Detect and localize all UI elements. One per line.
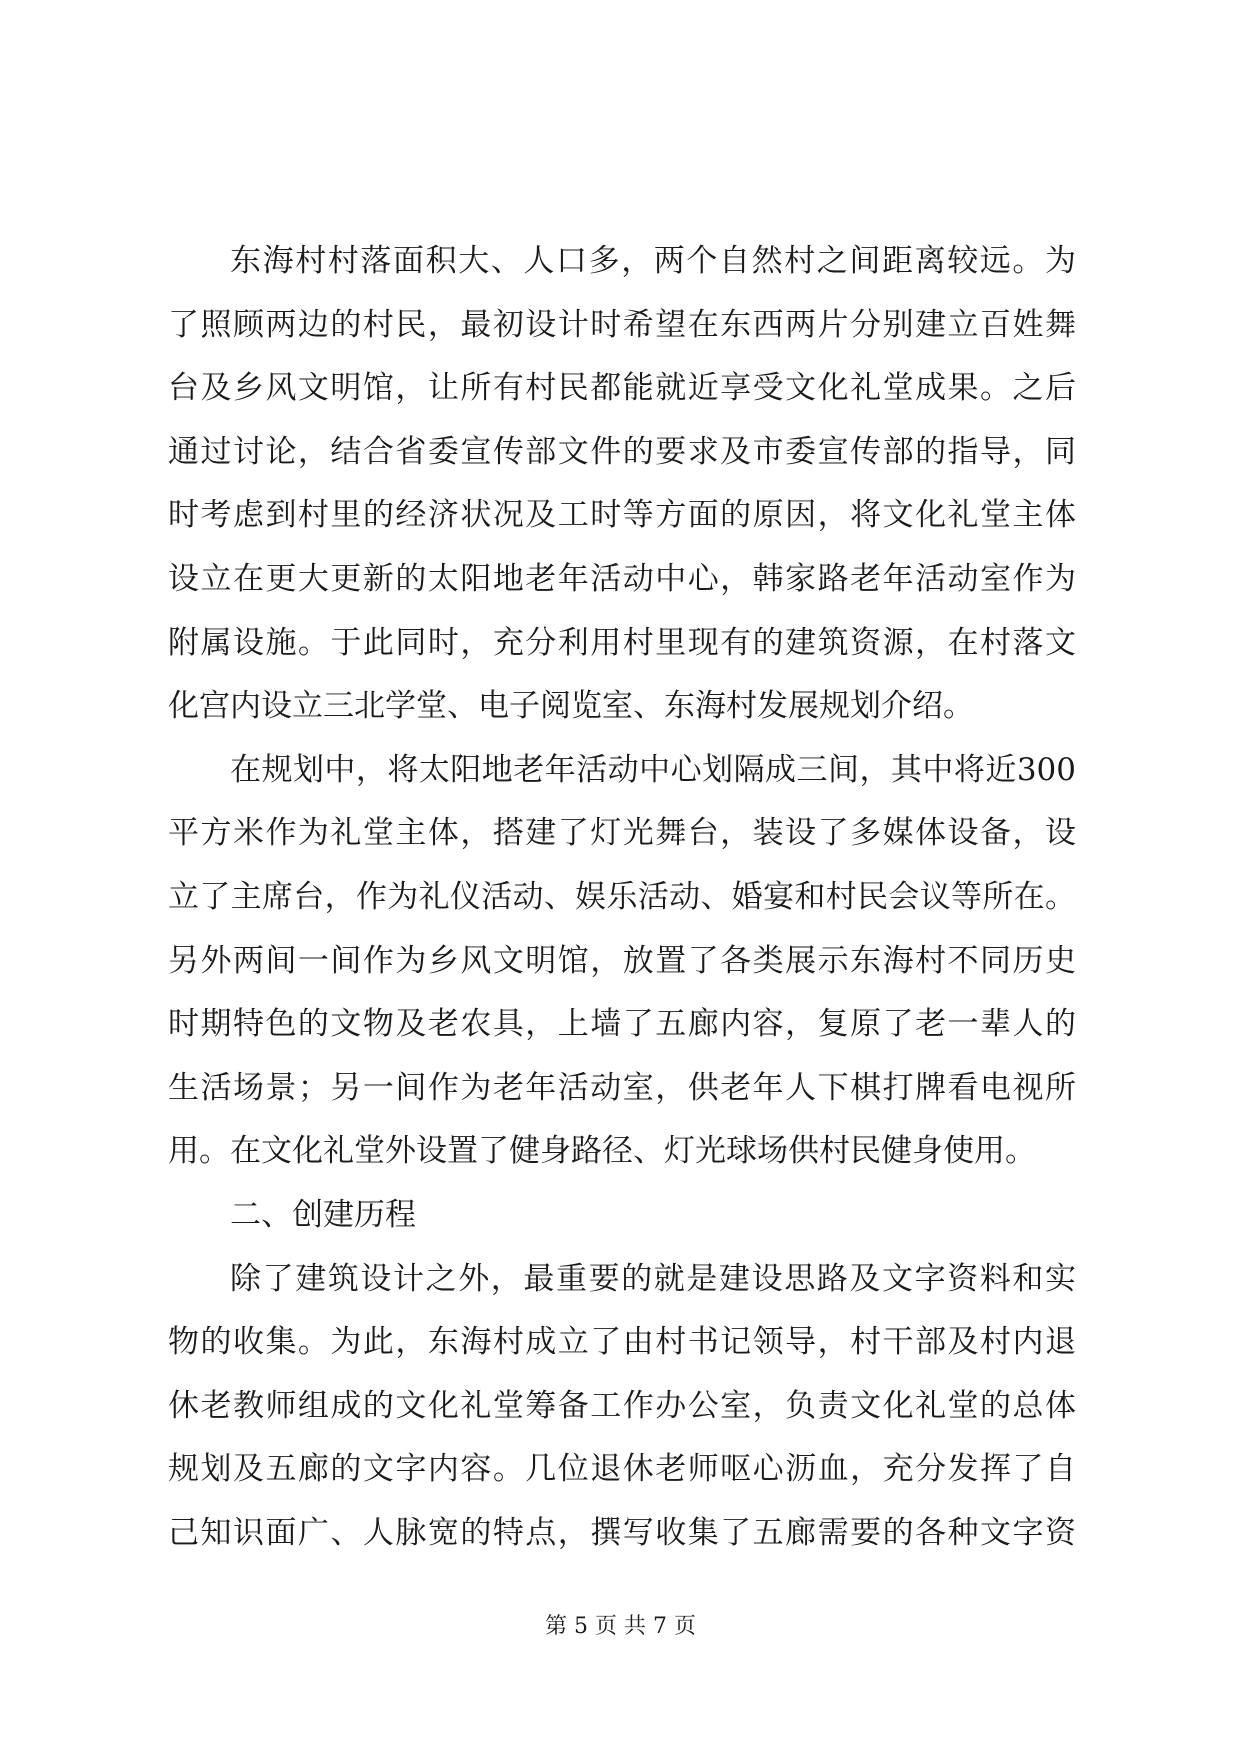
text-line: 二、创建历程: [230, 1196, 416, 1233]
text-line: 在规划中，将太阳地老年活动中心划隔成三间，其中将近300: [230, 751, 1076, 788]
text-line: 时期特色的文物及老农具，上墙了五廊内容，复原了老一辈人的: [168, 1006, 1076, 1043]
text-line: 设立在更大更新的太阳地老年活动中心，韩家路老年活动室作为: [168, 560, 1076, 597]
text-line: 另外两间一间作为乡风文明馆，放置了各类展示东海村不同历史: [168, 942, 1076, 979]
text-line: 除了建筑设计之外，最重要的就是建设思路及文字资料和实: [230, 1260, 1076, 1297]
text-line: 化宫内设立三北学堂、电子阅览室、东海村发展规划介绍。: [168, 688, 974, 725]
text-line: 东海村村落面积大、人口多，两个自然村之间距离较远。为: [230, 243, 1076, 279]
text-line: 通过讨论，结合省委宣传部文件的要求及市委宣传部的指导，同: [168, 433, 1076, 470]
text-line: 时考虑到村里的经济状况及工时等方面的原因，将文化礼堂主体: [168, 497, 1076, 534]
text-line: 立了主席台，作为礼仪活动、娱乐活动、婚宴和村民会议等所在。: [168, 878, 1076, 915]
text-line: 台及乡风文明馆，让所有村民都能就近享受文化礼堂成果。之后: [168, 370, 1076, 407]
page-number-footer: 第 5 页 共 7 页: [545, 1614, 696, 1639]
text-line: 己知识面广、人脉宽的特点，撰写收集了五廊需要的各种文字资: [168, 1514, 1076, 1551]
text-line: 附属设施。于此同时，充分利用村里现有的建筑资源，在村落文: [168, 624, 1076, 661]
text-line: 用。在文化礼堂外设置了健身路径、灯光球场供村民健身使用。: [168, 1133, 1036, 1170]
text-line: 物的收集。为此，东海村成立了由村书记领导，村干部及村内退: [168, 1324, 1076, 1361]
text-line: 生活场景；另一间作为老年活动室，供老年人下棋打牌看电视所: [168, 1069, 1076, 1106]
text-line: 休老教师组成的文化礼堂筹备工作办公室，负责文化礼堂的总体: [168, 1387, 1076, 1424]
text-line: 平方米作为礼堂主体，搭建了灯光舞台，装设了多媒体设备，设: [168, 815, 1076, 852]
text-line: 规划及五廊的文字内容。几位退休老师呕心沥血，充分发挥了自: [168, 1451, 1076, 1488]
document-body: [168, 230, 1076, 1565]
text-line: 了照顾两边的村民，最初设计时希望在东西两片分别建立百姓舞: [168, 306, 1076, 343]
